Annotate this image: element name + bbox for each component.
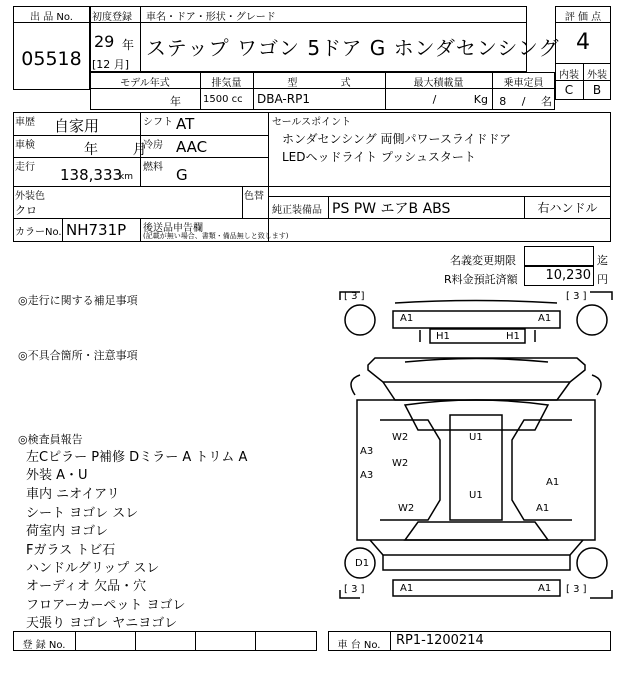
reg-year-unit: 年 [122, 38, 135, 52]
mark-a1: A1 [536, 503, 550, 514]
remark-line: 荷室内 ヨゴレ [26, 524, 109, 539]
remark-line: 天張り ヨゴレ ヤニヨゴレ [26, 616, 178, 631]
ext-grade: B [592, 83, 602, 97]
equipment: PS PW エアB ABS [332, 201, 451, 217]
name-change-label: 名義変更期限 [450, 254, 516, 267]
corner-label: [ 3 [566, 584, 583, 595]
remark-line: 車内 ニオイアリ [26, 487, 120, 502]
defect-title: ◎不具合箇所・注意事項 [18, 349, 138, 362]
mark-a1: A1 [400, 313, 414, 324]
corner-unit: ] [360, 584, 365, 595]
history-label: 車歴 [15, 117, 35, 128]
car-title-label: 車名・ドア・形状・グレード [146, 12, 276, 23]
lot-no-label: 出 品 No. [30, 12, 73, 23]
ac: AAC [176, 138, 208, 156]
reg-label: 初度登録 [92, 12, 132, 23]
color-no: NH731P [66, 221, 127, 239]
inspection: 年 月 [84, 142, 147, 158]
mark-a3: A3 [360, 470, 374, 481]
corner-label: [ 3 [344, 291, 361, 302]
mileage-label: 走行 [15, 162, 35, 173]
mark-u1: U1 [469, 490, 483, 501]
car-title: ステップ ワゴン 5ドア G ホンダセンシング [146, 36, 560, 60]
remark-line: 外装 A・U [26, 468, 88, 483]
max-load-label: 最大積載量 [413, 78, 464, 89]
sales-line2: LEDヘッドライト プッシュスタート [282, 150, 476, 164]
int-grade: C [564, 83, 574, 97]
ac-label: 冷房 [143, 140, 163, 151]
capacity-label: 乗車定員 [503, 78, 544, 89]
shift-label: シフト [143, 117, 173, 128]
mileage-unit: km [119, 172, 133, 182]
lot-no: 05518 [21, 48, 82, 70]
remark-line: オーディオ 欠品・穴 [26, 579, 147, 594]
recycle-label: R料金預託済額 [444, 273, 518, 286]
remark-line: ハンドルグリップ スレ [26, 561, 160, 576]
corner-unit: ] [582, 291, 587, 302]
mark-a3: A3 [360, 446, 374, 457]
corner-unit: ] [360, 291, 365, 302]
shift: AT [176, 115, 195, 133]
mark-h1: H1 [436, 331, 450, 342]
mark-w2: W2 [398, 503, 415, 514]
color-no-label: カラーNo. [15, 227, 62, 238]
ext-grade-label: 外装 [587, 70, 607, 81]
recycle-unit: 円 [597, 273, 608, 286]
capacity: 8 / 名 [499, 95, 552, 108]
recycle-amount: 10,230 [545, 268, 591, 283]
history: 自家用 [54, 117, 100, 135]
mark-u1: U1 [469, 432, 483, 443]
reg-no-label: 登 録 No. [22, 640, 66, 651]
mark-a1: A1 [538, 583, 552, 594]
remark-line: フロアーカーペット ヨゴレ [26, 598, 186, 613]
running-title: ◎走行に関する補足事項 [18, 294, 138, 307]
fuel: G [176, 166, 188, 184]
handle: 右ハンドル [537, 201, 598, 215]
mark-a1: A1 [538, 313, 552, 324]
remark-line: Fガラス トビ石 [26, 543, 116, 558]
ext-color: クロ [15, 204, 37, 217]
grade-label: 評 価 点 [564, 12, 602, 23]
type: DBA-RP1 [257, 92, 310, 106]
after-label: 後送品申告欄 [143, 223, 203, 234]
displacement-label: 排気量 [211, 78, 242, 89]
chassis-label: 車 台 No. [337, 640, 381, 651]
mark-d1: D1 [355, 558, 370, 569]
reg-year: 29 [94, 32, 115, 51]
corner-unit: ] [582, 584, 587, 595]
color-change-label: 色替 [244, 191, 264, 202]
mark-h1: H1 [506, 331, 520, 342]
equip-label: 純正装備品 [272, 205, 322, 216]
mark-a1: A1 [546, 477, 560, 488]
grade: 4 [576, 30, 590, 55]
max-load: / Kg [432, 93, 488, 106]
type-label: 型 式 [287, 78, 351, 89]
mark-w2: W2 [392, 432, 409, 443]
mark-a1: A1 [400, 583, 414, 594]
displacement: 1500 cc [203, 94, 243, 105]
int-grade-label: 内装 [559, 70, 579, 81]
sales-line1: ホンダセンシング 両側パワースライドドア [282, 132, 512, 146]
sales-label: セールスポイント [272, 117, 352, 128]
ext-color-label: 外装色 [15, 191, 45, 202]
inspection-label: 車検 [15, 140, 35, 151]
reg-month: [12 月] [92, 58, 130, 71]
remark-line: 左Cピラー P補修 Dミラー A トリム A [26, 450, 248, 465]
corner-label: [ 3 [566, 291, 583, 302]
mark-w2: W2 [392, 458, 409, 469]
mileage: 138,333 [60, 166, 123, 184]
model-year-label: モデル年式 [120, 78, 170, 89]
inspector-title: ◎検査員報告 [18, 433, 83, 446]
name-change-unit: 迄 [597, 254, 608, 267]
corner-label: [ 3 [344, 584, 361, 595]
remark-line: シート ヨゴレ スレ [26, 506, 139, 521]
fuel-label: 燃料 [143, 162, 163, 173]
chassis-no: RP1-1200214 [396, 633, 484, 648]
model-year-unit: 年 [170, 95, 181, 108]
after-note: (記載が無い場合、書類・備品無しと致します) [143, 232, 289, 240]
